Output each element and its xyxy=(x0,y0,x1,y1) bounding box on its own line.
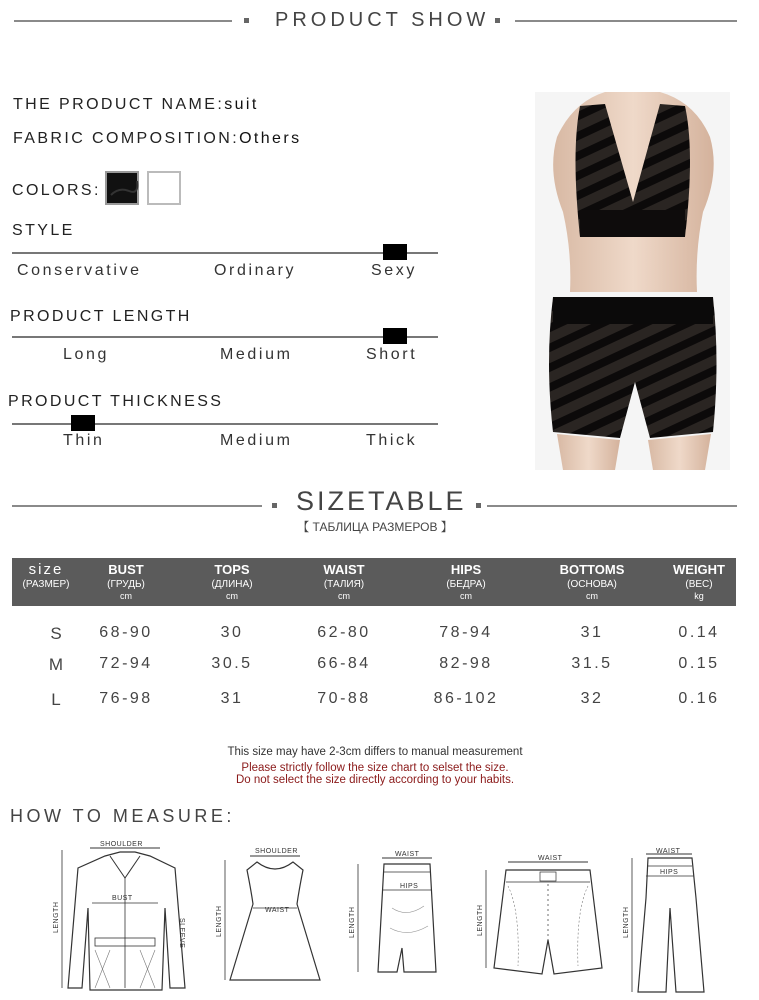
sizetable-rule-right xyxy=(487,505,737,507)
table-header-bust xyxy=(81,558,171,606)
sizetable-title: SIZETABLE xyxy=(296,486,467,516)
header-name: size xyxy=(28,561,64,578)
table-cell: 0.14 xyxy=(678,624,720,641)
skirt-hips-label: HIPS xyxy=(400,883,419,890)
attribute-option: Medium xyxy=(220,432,293,449)
note-habits: Do not select the size directly according to your habits. xyxy=(235,774,515,786)
header-rule-left xyxy=(14,20,232,22)
table-cell: 86-102 xyxy=(433,690,499,707)
how-to-measure-title: HOW TO MEASURE: xyxy=(10,806,235,826)
table-cell: 30.5 xyxy=(211,655,253,672)
attribute-title-2: PRODUCT LENGTH xyxy=(10,308,192,325)
swatch-texture xyxy=(107,173,137,203)
jacket-length-label: LENGTH xyxy=(53,901,60,933)
product-name-row xyxy=(13,96,259,114)
table-header-tops xyxy=(192,558,272,606)
table-header-hips xyxy=(411,558,521,606)
header-name: HIPS xyxy=(450,562,482,577)
header-name: BUST xyxy=(108,562,144,577)
sizetable-subtitle: 【 ТАБЛИЦА РАЗМЕРОВ 】 xyxy=(297,520,453,534)
table-cell: 0.16 xyxy=(678,690,720,707)
color-swatch-black[interactable] xyxy=(105,171,139,205)
header-ru: (ВЕС) xyxy=(685,579,713,590)
dress-waist-label: WAIST xyxy=(265,907,290,914)
table-size-cell: M xyxy=(48,655,64,674)
header-dot-left xyxy=(244,18,249,23)
header-name: BOTTOMS xyxy=(559,562,625,577)
skirt-waist-label: WAIST xyxy=(395,851,420,858)
header-unit: cm xyxy=(338,591,350,601)
table-header-waist xyxy=(296,558,392,606)
product-name-value: suit xyxy=(224,96,259,113)
fabric-label: FABRIC COMPOSITION: xyxy=(13,130,240,147)
attribute-option: Sexy xyxy=(371,262,417,279)
sizetable-dot-right xyxy=(476,503,481,508)
header-ru: (БЕДРА) xyxy=(446,579,486,590)
pants-length-label: LENGTH xyxy=(623,906,630,938)
attribute-option: Medium xyxy=(220,346,293,363)
color-swatch-white[interactable] xyxy=(147,171,181,205)
header-name: WEIGHT xyxy=(673,562,725,577)
product-name-label: THE PRODUCT NAME: xyxy=(13,96,225,113)
table-cell: 32 xyxy=(580,690,604,707)
attribute-option: Long xyxy=(63,346,109,363)
table-size-cell: S xyxy=(50,624,62,643)
sizetable-dot-left xyxy=(272,503,277,508)
attribute-option: Conservative xyxy=(17,262,142,279)
pants-waist-label: WAIST xyxy=(656,848,681,855)
table-size-cell: L xyxy=(51,690,61,709)
dress-measure-icon xyxy=(215,842,330,992)
pants-measure-icon xyxy=(622,848,722,996)
header-ru: (РАЗМЕР) xyxy=(22,579,70,590)
table-cell: 0.15 xyxy=(678,655,720,672)
table-cell: 31.5 xyxy=(571,655,613,672)
jacket-measure-icon xyxy=(50,838,200,993)
header-unit: cm xyxy=(586,591,598,601)
product-show-title: PRODUCT SHOW xyxy=(275,9,490,31)
pants-hips-label: HIPS xyxy=(660,869,679,876)
table-header-weight xyxy=(662,558,736,606)
dress-shoulder-label: SHOULDER xyxy=(255,848,298,855)
skirt-length-label: LENGTH xyxy=(349,906,356,938)
attribute-title-3: PRODUCT THICKNESS xyxy=(8,393,224,410)
header-ru: (ТАЛИЯ) xyxy=(323,579,365,590)
skirt-measure-icon xyxy=(342,848,442,993)
attribute-option: Ordinary xyxy=(214,262,297,279)
table-cell: 30 xyxy=(220,624,244,641)
attribute-marker-2 xyxy=(383,328,407,344)
table-cell: 82-98 xyxy=(439,655,493,672)
note-follow-chart: Please strictly follow the size chart to selset the size. xyxy=(241,762,509,774)
header-ru: (ДЛИНА) xyxy=(211,579,253,590)
sizetable-rule-left xyxy=(12,505,262,507)
table-cell: 72-94 xyxy=(99,655,153,672)
header-unit: cm xyxy=(120,591,132,601)
size-table-header xyxy=(12,558,736,606)
attribute-scale-line-1 xyxy=(12,252,438,254)
shorts-measure-icon xyxy=(478,850,608,980)
jacket-sleeve-label: SLEEVE xyxy=(178,918,185,949)
product-image xyxy=(535,92,730,470)
header-unit: kg xyxy=(694,591,704,601)
table-cell: 66-84 xyxy=(317,655,371,672)
header-ru: (ГРУДЬ) xyxy=(107,579,145,590)
attribute-option: Thin xyxy=(63,432,105,449)
table-cell: 68-90 xyxy=(99,624,153,641)
attribute-option: Short xyxy=(366,346,418,363)
shorts-waist-label: WAIST xyxy=(538,855,563,862)
table-cell: 70-88 xyxy=(317,690,371,707)
header-ru: (ОСНОВА) xyxy=(567,579,617,590)
fabric-value: Others xyxy=(239,130,302,147)
note-measurement: This size may have 2-3cm differs to manual measurement xyxy=(227,746,523,758)
attribute-option: Thick xyxy=(366,432,418,449)
fabric-row xyxy=(13,130,301,148)
table-cell: 31 xyxy=(220,690,244,707)
attribute-marker-3 xyxy=(71,415,95,431)
header-name: TOPS xyxy=(214,562,250,577)
dress-length-label: LENGTH xyxy=(216,905,223,937)
jacket-shoulder-label: SHOULDER xyxy=(100,841,143,848)
table-cell: 31 xyxy=(580,624,604,641)
header-unit: cm xyxy=(226,591,238,601)
table-cell: 76-98 xyxy=(99,690,153,707)
header-unit: cm xyxy=(460,591,472,601)
shorts-length-label: LENGTH xyxy=(477,904,484,936)
jacket-bust-label: BUST xyxy=(112,895,133,902)
header-rule-right xyxy=(515,20,737,22)
attribute-marker-1 xyxy=(383,244,407,260)
header-name: WAIST xyxy=(323,562,365,577)
attribute-scale-line-2 xyxy=(12,336,438,338)
table-header-size xyxy=(13,558,79,606)
colors-label: COLORS: xyxy=(12,182,101,199)
table-cell: 62-80 xyxy=(317,624,371,641)
table-cell: 78-94 xyxy=(439,624,493,641)
table-header-bottoms xyxy=(537,558,647,606)
header-dot-right xyxy=(495,18,500,23)
attribute-title-1: STYLE xyxy=(12,222,75,239)
